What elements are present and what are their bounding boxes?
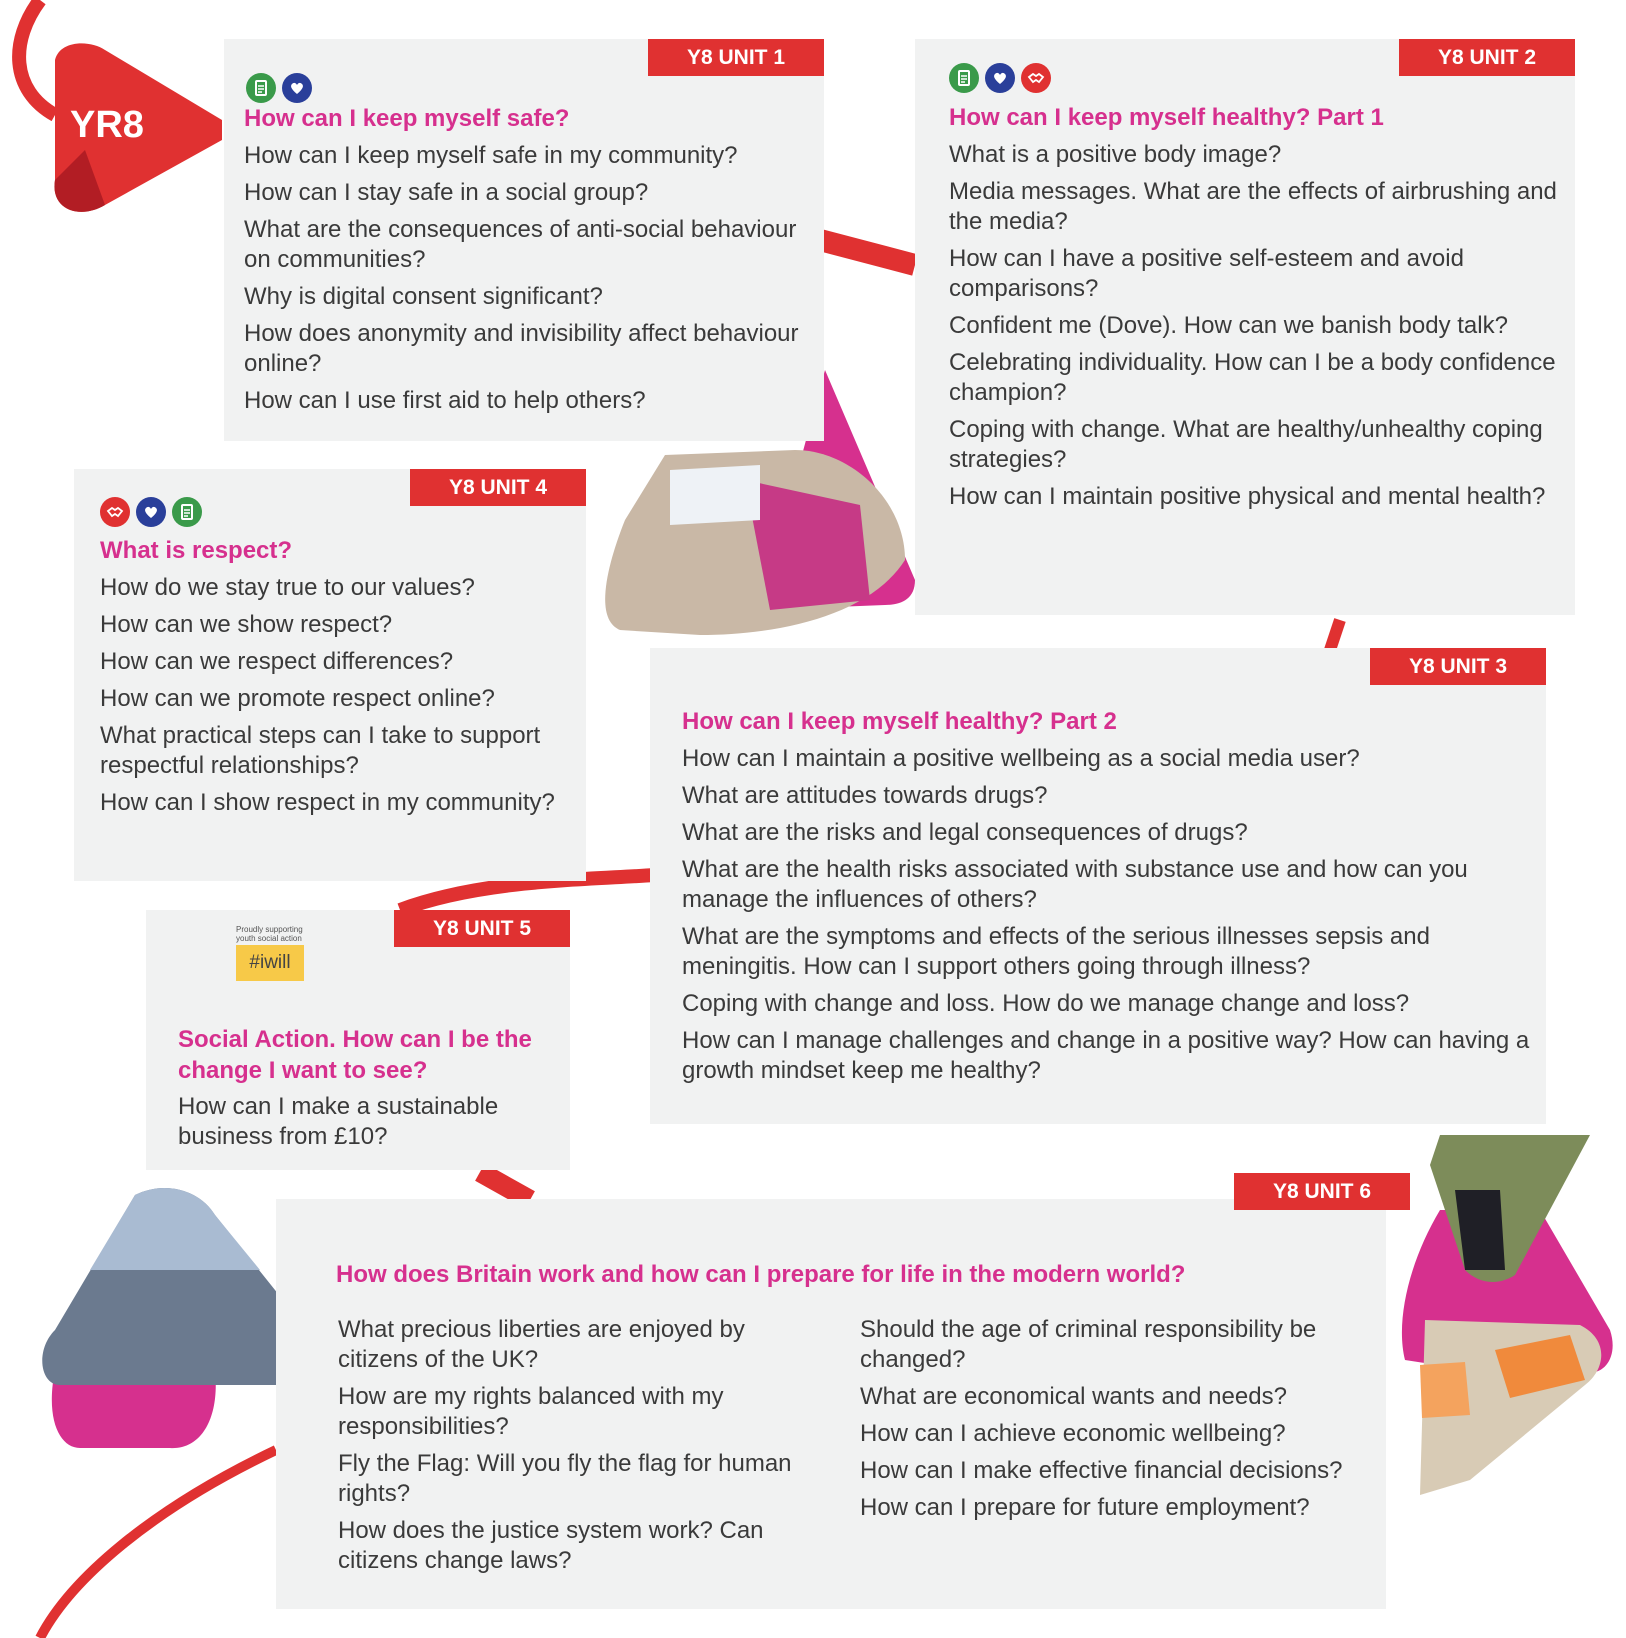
photo-first-aid-banner <box>670 465 760 525</box>
list-item: What are the consequences of anti-social behaviour on communities? <box>244 216 797 273</box>
ribbon-unit2-unit3 <box>1330 620 1340 650</box>
clipboard-icon <box>246 73 276 103</box>
ribbon-top <box>19 0 55 115</box>
unit-6-questions-left <box>338 1315 808 1583</box>
iwill-caption: Proudly supporting youth social action <box>236 925 303 943</box>
unit-6-tag: Y8 UNIT 6 <box>1234 1173 1410 1210</box>
list-item: Celebrating individuality. How can I be a body confidence champion? <box>949 349 1556 406</box>
list-item: What are economical wants and needs? <box>860 1383 1287 1410</box>
unit-4-card <box>74 469 586 881</box>
ribbon-unit5-unit6 <box>480 1172 530 1200</box>
list-item: How can I have a positive self-esteem and avoid comparisons? <box>949 245 1464 302</box>
list-item: What are attitudes towards drugs? <box>682 782 1048 809</box>
list-item: Why is digital consent significant? <box>244 283 603 310</box>
list-item: How can I stay safe in a social group? <box>244 179 649 206</box>
unit-2-title: How can I keep myself healthy? Part 1 <box>949 104 1384 131</box>
unit-3-card <box>650 648 1546 1124</box>
list-item: How do we stay true to our values? <box>100 574 475 601</box>
unit-4-questions <box>100 573 570 825</box>
unit-5-tag: Y8 UNIT 5 <box>394 910 570 947</box>
handshake-icon <box>100 497 130 527</box>
unit-4-title: What is respect? <box>100 537 293 564</box>
unit-5-title: Social Action. How can I be the change I want to see? <box>178 1026 532 1084</box>
unit-3-tag: Y8 UNIT 3 <box>1370 648 1546 685</box>
unit-1-card <box>224 39 824 441</box>
unit-1-tag: Y8 UNIT 1 <box>648 39 824 76</box>
unit-3-title: How can I keep myself healthy? Part 2 <box>682 708 1117 735</box>
list-item: What is a positive body image? <box>949 141 1282 168</box>
list-item: How can I make effective financial decisions? <box>860 1457 1343 1484</box>
unit-6-title: How does Britain work and how can I prepare for life in the modern world? <box>336 1261 1186 1288</box>
list-item: How can I maintain positive physical and mental health? <box>949 483 1546 510</box>
unit-1-icons <box>246 73 312 103</box>
list-item: How can I make a sustainable business from £10? <box>178 1093 499 1150</box>
list-item: What are the symptoms and effects of the serious illnesses sepsis and meningitis. How can I support others going through illness? <box>682 923 1430 980</box>
unit-1-title: How can I keep myself safe? <box>244 105 570 132</box>
year-label: YR8 <box>70 104 144 146</box>
handshake-icon <box>1021 63 1051 93</box>
list-item: Coping with change. What are healthy/unhealthy coping strategies? <box>949 416 1543 473</box>
list-item: How does the justice system work? Can citizens change laws? <box>338 1517 764 1574</box>
unit-6-card <box>276 1180 1386 1609</box>
photo-students-sky <box>90 1188 260 1270</box>
list-item: How are my rights balanced with my responsibilities? <box>338 1383 724 1440</box>
list-item: How can we show respect? <box>100 611 393 638</box>
list-item: How does anonymity and invisibility affect behaviour online? <box>244 320 799 377</box>
list-item: What practical steps can I take to support respectful relationships? <box>100 722 541 779</box>
list-item: How can I keep myself safe in my community? <box>244 142 738 169</box>
unit-5-questions <box>178 1092 558 1159</box>
list-item: How can I manage challenges and change in a positive way? How can having a growth mindset keep me healthy? <box>682 1027 1530 1084</box>
unit-4-tag: Y8 UNIT 4 <box>410 469 586 506</box>
list-item: How can we promote respect online? <box>100 685 495 712</box>
list-item: What precious liberties are enjoyed by citizens of the UK? <box>338 1316 745 1373</box>
iwill-badge: #iwill <box>236 945 304 981</box>
list-item: How can I achieve economic wellbeing? <box>860 1420 1286 1447</box>
unit-5-card <box>146 910 570 1170</box>
list-item: Confident me (Dove). How can we banish body talk? <box>949 312 1508 339</box>
heart-hands-icon <box>136 497 166 527</box>
unit-2-icons <box>949 63 1051 93</box>
photo-notes-sticky2 <box>1420 1362 1470 1418</box>
unit-2-tag: Y8 UNIT 2 <box>1399 39 1575 76</box>
unit-2-questions <box>949 140 1559 519</box>
clipboard-icon <box>172 497 202 527</box>
list-item: How can I show respect in my community? <box>100 789 555 816</box>
list-item: Coping with change and loss. How do we manage change and loss? <box>682 990 1410 1017</box>
unit-2-card <box>915 39 1575 615</box>
list-item: What are the risks and legal consequences of drugs? <box>682 819 1248 846</box>
unit-6-questions-right <box>860 1315 1360 1530</box>
unit-1-questions <box>244 141 814 423</box>
ribbon-bottom <box>40 1450 276 1638</box>
list-item: Should the age of criminal responsibility be changed? <box>860 1316 1317 1373</box>
unit-3-questions <box>682 744 1532 1093</box>
list-item: Media messages. What are the effects of airbrushing and the media? <box>949 178 1557 235</box>
list-item: Fly the Flag: Will you fly the flag for human rights? <box>338 1450 792 1507</box>
list-item: What are the health risks associated with substance use and how can you manage the influences of others? <box>682 856 1468 913</box>
list-item: How can I prepare for future employment? <box>860 1494 1310 1521</box>
clipboard-icon <box>949 63 979 93</box>
heart-hands-icon <box>985 63 1015 93</box>
list-item: How can I maintain a positive wellbeing as a social media user? <box>682 745 1360 772</box>
heart-hands-icon <box>282 73 312 103</box>
unit-4-icons <box>100 497 202 527</box>
list-item: How can I use first aid to help others? <box>244 387 646 414</box>
list-item: How can we respect differences? <box>100 648 454 675</box>
ribbon-unit1-unit2 <box>820 240 915 265</box>
